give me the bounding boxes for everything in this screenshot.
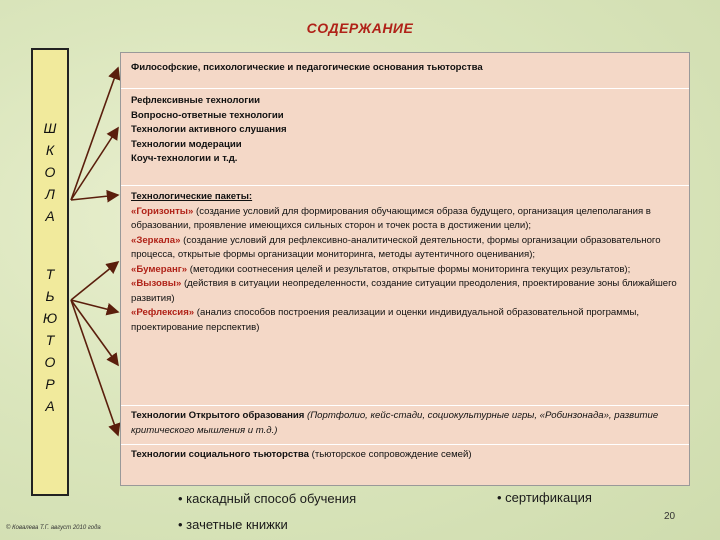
side-letter: О	[44, 354, 56, 370]
tech-item: Технологии активного слушания	[131, 124, 287, 135]
arrow-to-foundations	[71, 68, 118, 200]
divider	[121, 405, 689, 406]
packages-heading: Технологические пакеты:	[131, 191, 253, 202]
section-technologies	[121, 94, 689, 167]
open-education-desc: (Портфолио, кейс-стади, социокультурные игры, «Робинзонада», развитие критического мышления и т.д.)	[131, 410, 659, 436]
section-packages	[121, 190, 689, 335]
package-name: «Зеркала»	[131, 234, 181, 246]
side-letter: Т	[45, 266, 55, 282]
package-desc: (действия в ситуации неопределенности, создание ситуации преодоления, проектирование зоны ближайшего развития)	[131, 278, 677, 304]
tech-item: Вопросно-ответные технологии	[131, 109, 284, 121]
content-table	[120, 52, 690, 486]
tech-item: Рефлексивные технологии	[131, 95, 261, 106]
side-letter: Ю	[42, 310, 58, 326]
package-desc: (анализ способов построения реализации и оценки индивидуальной образовательной программы, проектирование перспектив)	[131, 307, 640, 333]
social-tutoring-title: Технологии социального тьюторства	[131, 449, 309, 460]
package-item	[131, 306, 679, 335]
divider	[121, 88, 689, 89]
package-name: «Рефлексия»	[131, 307, 195, 318]
bullet-cascade: • каскадный способ обучения	[178, 491, 357, 506]
arrow-to-packages	[71, 195, 118, 200]
side-letter: А	[45, 208, 55, 224]
arrow-to-open-education	[71, 300, 118, 435]
social-tutoring-desc: (тьюторское сопровождение семей)	[308, 449, 472, 460]
slide-title: СОДЕРЖАНИЕ	[306, 20, 414, 36]
section-social-tutoring	[121, 448, 689, 463]
foundations-text: Философские, психологические и педагогические основания тьюторства	[131, 62, 483, 73]
bullet-certification: • сертификация	[497, 490, 592, 505]
arrow-to-reflexive	[71, 128, 118, 200]
package-item	[131, 234, 679, 263]
package-name: «Вызовы»	[131, 278, 182, 289]
section-foundations	[121, 61, 689, 76]
tech-item: Коуч-технологии и т.д.	[131, 153, 238, 164]
package-item	[131, 263, 679, 278]
divider	[121, 185, 689, 186]
side-letter: О	[44, 164, 56, 180]
package-item	[131, 277, 679, 306]
side-letter: Л	[45, 186, 55, 202]
package-name: «Горизонты»	[131, 205, 194, 217]
side-letter: Ш	[43, 120, 57, 136]
side-letter: Р	[45, 376, 55, 392]
tech-item: Технологии модерации	[131, 138, 242, 150]
package-name: «Бумеранг»	[131, 263, 188, 275]
package-desc: (создание условий для рефлексивно-аналитической деятельности, формы организации образовательного процесса, открытые формы организации мониторинга, методы аутентичного оценивания);	[131, 234, 661, 260]
package-item	[131, 205, 679, 234]
side-letter: Т	[45, 332, 55, 348]
copyright-footnote: © Ковалева Т.Г. август 2010 года	[6, 525, 101, 531]
package-desc: (методики соотнесения целей и результатов, открытые формы мониторинга текущих результатов);	[187, 263, 631, 275]
open-education-title: Технологии Открытого образования	[131, 410, 305, 421]
package-desc: (создание условий для формирования обучающимся образа будущего, организация целеполагания в образовании, проявление имеющихся сильных сторон и точек роста в достижении цели);	[131, 205, 651, 231]
arrow-to-mirrors	[71, 262, 118, 300]
divider	[121, 444, 689, 445]
section-open-education	[121, 409, 689, 438]
side-letter: А	[45, 398, 55, 414]
bullet-record-books: • зачетные книжки	[178, 517, 288, 532]
side-letter: К	[45, 142, 55, 158]
page-number: 20	[664, 511, 676, 522]
side-letter: Ь	[45, 288, 55, 304]
